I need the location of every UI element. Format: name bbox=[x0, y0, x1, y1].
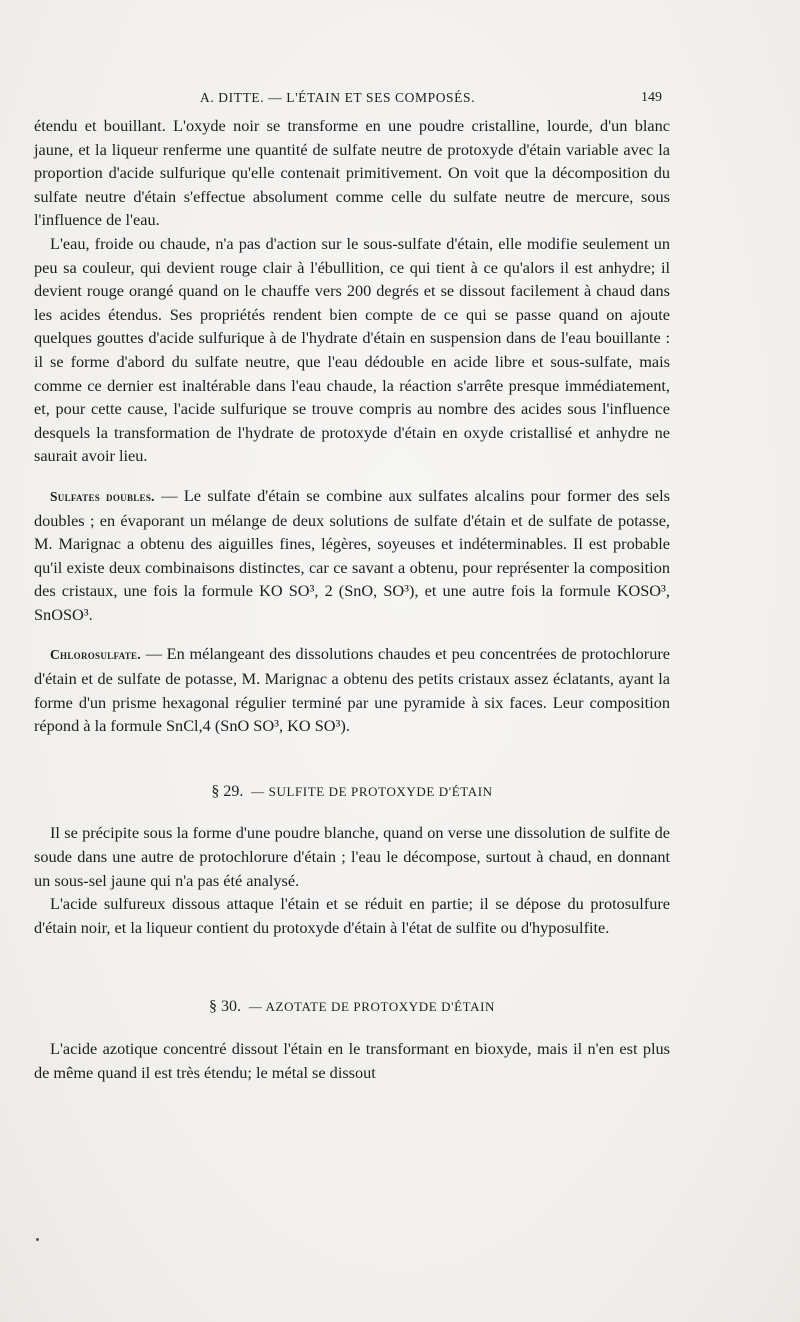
paragraph-sulfite-precipitate: Il se précipite sous la forme d'une poudre blanche, quand on verse une dissolution de sulfite de soude dans une autre de protochlorure d'étain ; l'eau le décompose, surtout à chaud, en donnant un sous-sel jaune qui n'a pas été analysé. bbox=[34, 823, 670, 890]
section-number-30: § 30. bbox=[208, 998, 241, 1016]
paragraph-sous-sulfate: L'eau, froide ou chaude, n'a pas d'action sur le sous-sulfate d'étain, elle modifie seulement un peu sa couleur, qui devient rouge clair à l'ébullition, ce qui tient à ce qu'alors il est anhydre; il devient rouge orangé quand on le chauffe vers 200 degrés et se dissout facilement à chaud dans les acides étendus. Ses propriétés rendent bien compte de ce qui se passe quand on ajoute quelques gouttes d'acide sulfurique à de l'hydrate d'étain en suspension dans de l'eau bouillante : il se forme d'abord du sulfate neutre, que l'eau dédouble en acide libre et sous-sulfate, mais comme ce dernier est inaltérable dans l'eau chaude, la réaction s'arrête presque immédiatement, et, pour cette cause, l'acide sulfurique se trouve compris au nombre des acides sous l'influence desquels la transformation de l'hydrate de protoxyde d'étain en oxyde cristallisé et anhydre ne saurait avoir lieu. bbox=[34, 233, 670, 466]
paragraph-chlorosulfate-text: — En mélangeant des dissolutions chaudes et peu concentrées de protochlorure d'étain et de sulfate de potasse, M. Marignac a obtenu des petits cristaux assez éclatants, ayant la forme d'un prisme hexagonal régulier terminé par une pyramide à six faces. Leur composition répond à la formule SnCl,4 (SnO SO³, KO SO³). bbox=[34, 644, 670, 736]
body-text bbox=[34, 114, 670, 1084]
section-title-29: — SULFITE DE PROTOXYDE D'ÉTAIN bbox=[251, 783, 493, 799]
paragraph-sulfates-doubles bbox=[34, 484, 670, 627]
paragraph-sulfates-doubles-text: — Le sulfate d'étain se combine aux sulfates alcalins pour former des sels doubles ; en évaporant un mélange de deux solutions de sulfate d'étain et de sulfate de potasse, M. Marignac a obtenu des aiguilles fines, légères, soyeuses et indéterminables. Il est probable qu'il existe deux combinaisons distinctes, car ce savant a obtenu, pour représenter la composition des cristaux, une fois la formule KO SO³, 2 (SnO, SO³), et une autre fois la formule KOSO³, SnOSO³. bbox=[34, 485, 670, 624]
page-number: 149 bbox=[641, 90, 662, 105]
ink-speck bbox=[36, 1238, 39, 1241]
section-title-30: — AZOTATE DE PROTOXYDE D'ÉTAIN bbox=[248, 999, 496, 1015]
runin-heading-chlorosulfate: Chlorosulfate. bbox=[50, 647, 142, 663]
paragraph-acide-azotique: L'acide azotique concentré dissout l'étain en le transformant en bioxyde, mais il n'en est plus de même quand il est très étendu; le métal se dissout bbox=[34, 1039, 670, 1082]
section-heading-30 bbox=[34, 995, 670, 1019]
section-heading-29 bbox=[34, 780, 670, 804]
paragraph-continuation: étendu et bouillant. L'oxyde noir se transforme en une poudre cristalline, lourde, d'un blanc jaune, et la liqueur renferme une quantité de sulfate neutre de protoxyde d'étain variable avec la proportion d'acide sulfurique qu'elle contenait primitivement. On voit que la décomposition du sulfate neutre d'étain s'effectue absolument comme celle du sulfate neutre de mercure, sous l'influence de l'eau. bbox=[34, 116, 670, 230]
running-head: A. DITTE. — L'ÉTAIN ET SES COMPOSÉS. bbox=[200, 90, 476, 105]
paragraph-acide-sulfureux: L'acide sulfureux dissous attaque l'étain et se réduit en partie; il se dépose du protosulfure d'étain noir, et la liqueur contient du protoxyde d'étain à l'état de sulfite ou d'hyposulfite. bbox=[34, 894, 670, 937]
section-number-29: § 29. bbox=[211, 782, 244, 800]
paragraph-chlorosulfate bbox=[34, 642, 670, 737]
runin-heading-sulfates-doubles: Sulfates doubles. bbox=[50, 488, 155, 504]
